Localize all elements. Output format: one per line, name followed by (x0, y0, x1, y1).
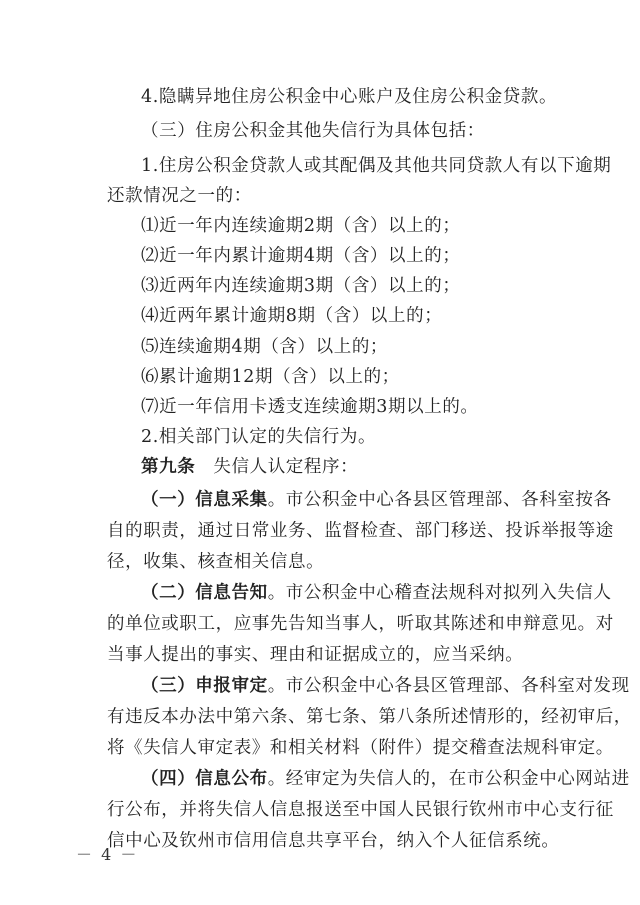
section-heading: （三）住房公积金其他失信行为具体包括： (141, 121, 485, 141)
article-title: 失信人认定程序： (195, 457, 359, 477)
list-item: ⑶近两年内连续逾期3期（含）以上的； (141, 276, 461, 296)
text-line: 2.相关部门认定的失信行为。 (141, 427, 377, 447)
paragraph-heading: （三）申报审定 (141, 676, 268, 696)
text-line: 行公布，并将失信人信息报送至中国人民银行钦州市中心支行征 (107, 800, 614, 820)
list-item: ⑵近一年内累计逾期4期（含）以上的； (141, 246, 461, 266)
list-item: ⑸连续逾期4期（含）以上的； (141, 337, 389, 357)
list-item: ⑺近一年信用卡透支连续逾期3期以上的。 (141, 397, 479, 417)
page-number: － 4 － (76, 845, 139, 864)
paragraph-text: 。经审定为失信人的，在市公积金中心网站进 (267, 769, 630, 789)
text-line: 还款情况之一的： (107, 186, 252, 206)
text-line: 当事人提出的事实、理由和证据成立的，应当采纳。 (107, 645, 524, 665)
paragraph-line (141, 489, 612, 511)
article-heading (141, 456, 358, 478)
paragraph-line (141, 768, 630, 790)
paragraph-text: 。市公积金中心各县区管理部、各科室按各 (267, 490, 612, 510)
list-item: ⑷近两年累计逾期8期（含）以上的； (141, 306, 443, 326)
paragraph-text: 。市公积金中心稽查法规科对拟列入失信人 (267, 583, 612, 603)
text-line: 4.隐瞒异地住房公积金中心账户及住房公积金贷款。 (141, 87, 558, 107)
paragraph-heading: （一）信息采集 (141, 490, 268, 510)
paragraph-text: 。市公积金中心各县区管理部、各科室对发现 (267, 676, 630, 696)
text-line: 将《失信人审定表》和相关材料（附件）提交稽查法规科审定。 (107, 738, 614, 758)
paragraph-heading: （四）信息公布 (141, 769, 268, 789)
text-line: 有违反本办法中第六条、第七条、第八条所述情形的，经初审后， (107, 707, 632, 727)
text-line: 信中心及钦州市信用信息共享平台，纳入个人征信系统。 (107, 831, 560, 851)
paragraph-line (141, 675, 630, 697)
paragraph-line (141, 582, 612, 604)
text-line: 径，收集、核查相关信息。 (107, 552, 325, 572)
text-line: 的单位或职工，应事先告知当事人，听取其陈述和申辩意见。对 (107, 614, 614, 634)
list-item: ⑴近一年内连续逾期2期（含）以上的； (141, 216, 461, 236)
text-line: 1.住房公积金贷款人或其配偶及其他共同贷款人有以下逾期 (141, 156, 612, 176)
article-number: 第九条 (141, 457, 196, 477)
paragraph-heading: （二）信息告知 (141, 583, 268, 603)
text-line: 自的职责，通过日常业务、监督检查、部门移送、投诉举报等途 (107, 521, 614, 541)
list-item: ⑹累计逾期12期（含）以上的； (141, 367, 400, 387)
